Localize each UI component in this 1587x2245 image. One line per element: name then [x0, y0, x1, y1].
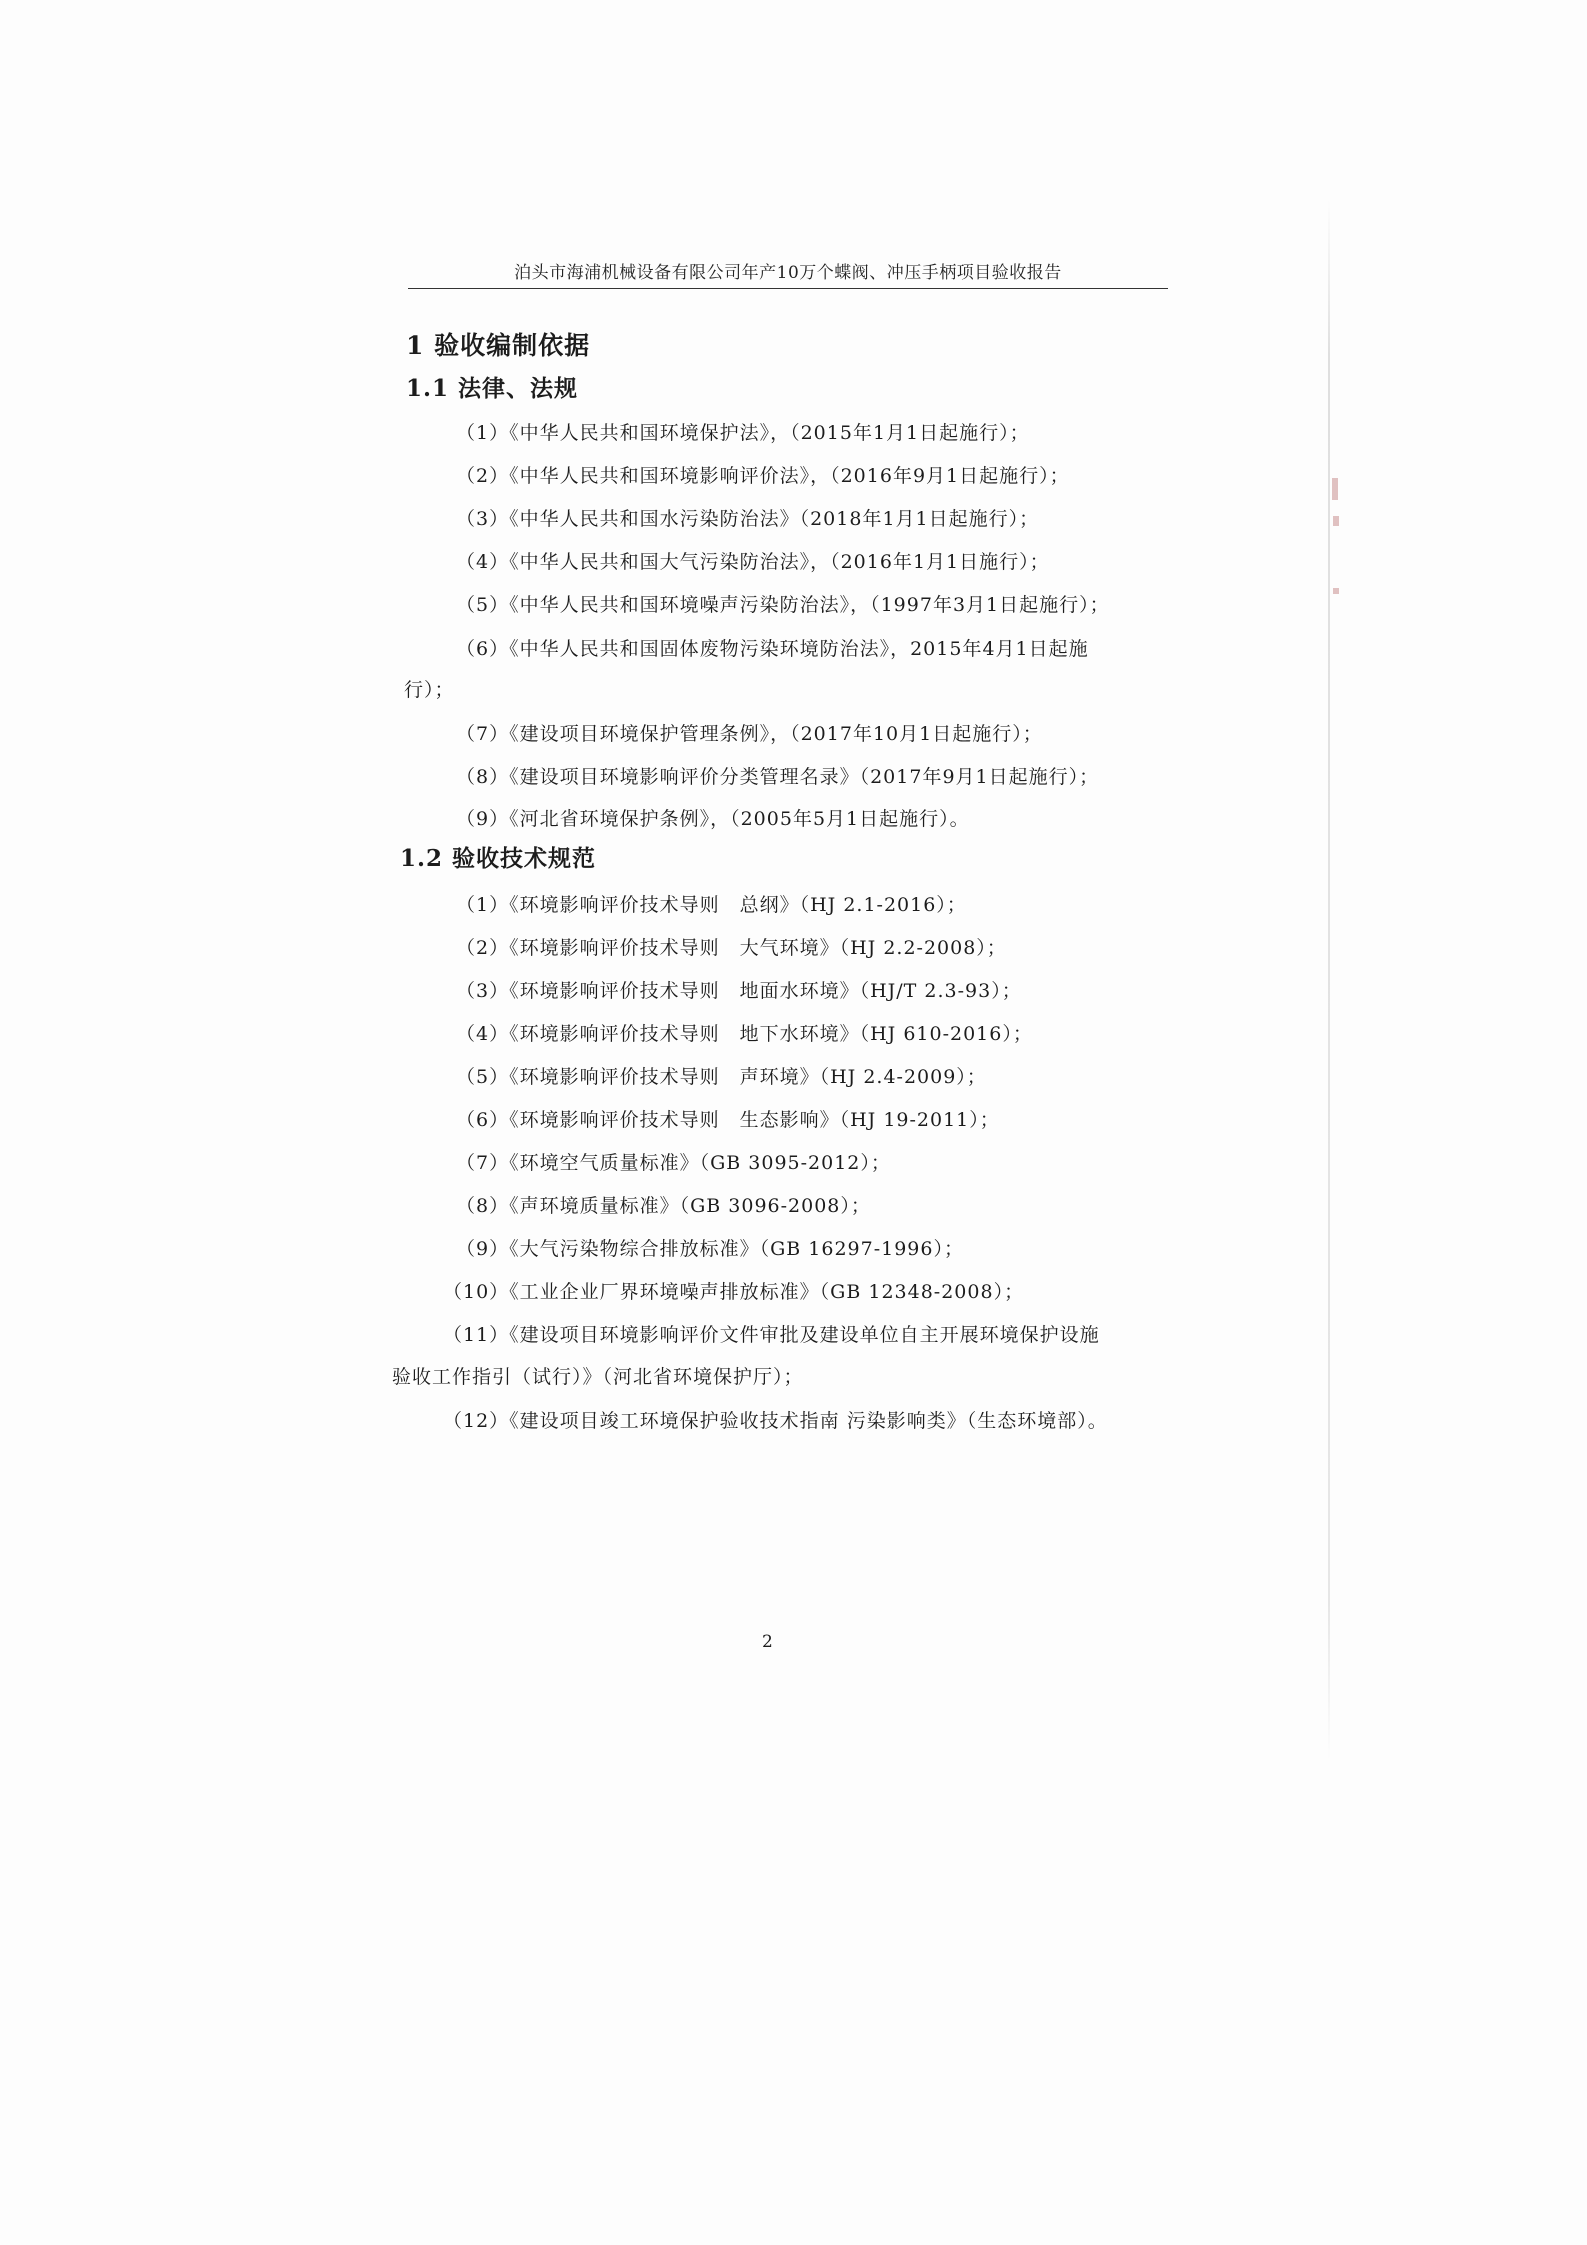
standard-item: （2）《环境影响评价技术导则 大气环境》（HJ 2.2-2008）； — [456, 937, 1007, 959]
standard-item: （4）《环境影响评价技术导则 地下水环境》（HJ 610-2016）； — [456, 1023, 1033, 1045]
section-title: 1 验收编制依据 — [406, 331, 591, 360]
scan-artifact-mark — [1333, 588, 1339, 594]
scan-artifact-mark — [1333, 516, 1339, 526]
header-divider — [408, 288, 1168, 289]
standard-item: （10）《工业企业厂界环境噪声排放标准》（GB 12348-2008）； — [443, 1281, 1025, 1303]
standard-item: （5）《环境影响评价技术导则 声环境》（HJ 2.4-2009）； — [456, 1066, 987, 1088]
standard-item: （8）《声环境质量标准》（GB 3096-2008）； — [456, 1195, 871, 1217]
standard-item: （7）《环境空气质量标准》（GB 3095-2012）； — [456, 1152, 891, 1174]
law-item: （6）《中华人民共和国固体废物污染环境防治法》，2015年4月1日起施 — [456, 638, 1089, 660]
page-number: 2 — [762, 1632, 773, 1652]
law-item: （7）《建设项目环境保护管理条例》，（2017年10月1日起施行）； — [456, 723, 1043, 745]
standard-item: （6）《环境影响评价技术导则 生态影响》（HJ 19-2011）； — [456, 1109, 1000, 1131]
law-item: （1）《中华人民共和国环境保护法》，（2015年1月1日起施行）； — [456, 422, 1030, 444]
standard-item-continuation: 验收工作指引（试行）》（河北省环境保护厅）； — [392, 1366, 804, 1388]
page-header: 泊头市海浦机械设备有限公司年产10万个蝶阀、冲压手柄项目验收报告 — [514, 263, 1062, 283]
subsection-title-standards: 1.2 验收技术规范 — [400, 845, 597, 872]
law-item: （3）《中华人民共和国水污染防治法》（2018年1月1日起施行）； — [456, 508, 1040, 530]
law-item: （4）《中华人民共和国大气污染防治法》，（2016年1月1日施行）； — [456, 551, 1050, 573]
law-item: （5）《中华人民共和国环境噪声污染防治法》，（1997年3月1日起施行）； — [456, 594, 1110, 616]
standard-item: （9）《大气污染物综合排放标准》（GB 16297-1996）； — [456, 1238, 964, 1260]
standard-item: （3）《环境影响评价技术导则 地面水环境》（HJ/T 2.3-93）； — [456, 980, 1022, 1002]
law-item: （9）《河北省环境保护条例》，（2005年5月1日起施行）。 — [456, 808, 970, 830]
law-item-continuation: 行）； — [404, 679, 455, 701]
standard-item: （12）《建设项目竣工环境保护验收技术指南 污染影响类》（生态环境部）。 — [443, 1410, 1108, 1432]
scan-edge-line — [1328, 200, 1330, 1760]
standard-item: （1）《环境影响评价技术导则 总纲》（HJ 2.1-2016）； — [456, 894, 967, 916]
law-item: （2）《中华人民共和国环境影响评价法》，（2016年9月1日起施行）； — [456, 465, 1070, 487]
subsection-title-laws: 1.1 法律、法规 — [406, 375, 579, 402]
law-item: （8）《建设项目环境影响评价分类管理名录》（2017年9月1日起施行）； — [456, 766, 1100, 788]
standard-item: （11）《建设项目环境影响评价文件审批及建设单位自主开展环境保护设施 — [443, 1324, 1100, 1346]
scan-artifact-mark — [1332, 478, 1338, 500]
